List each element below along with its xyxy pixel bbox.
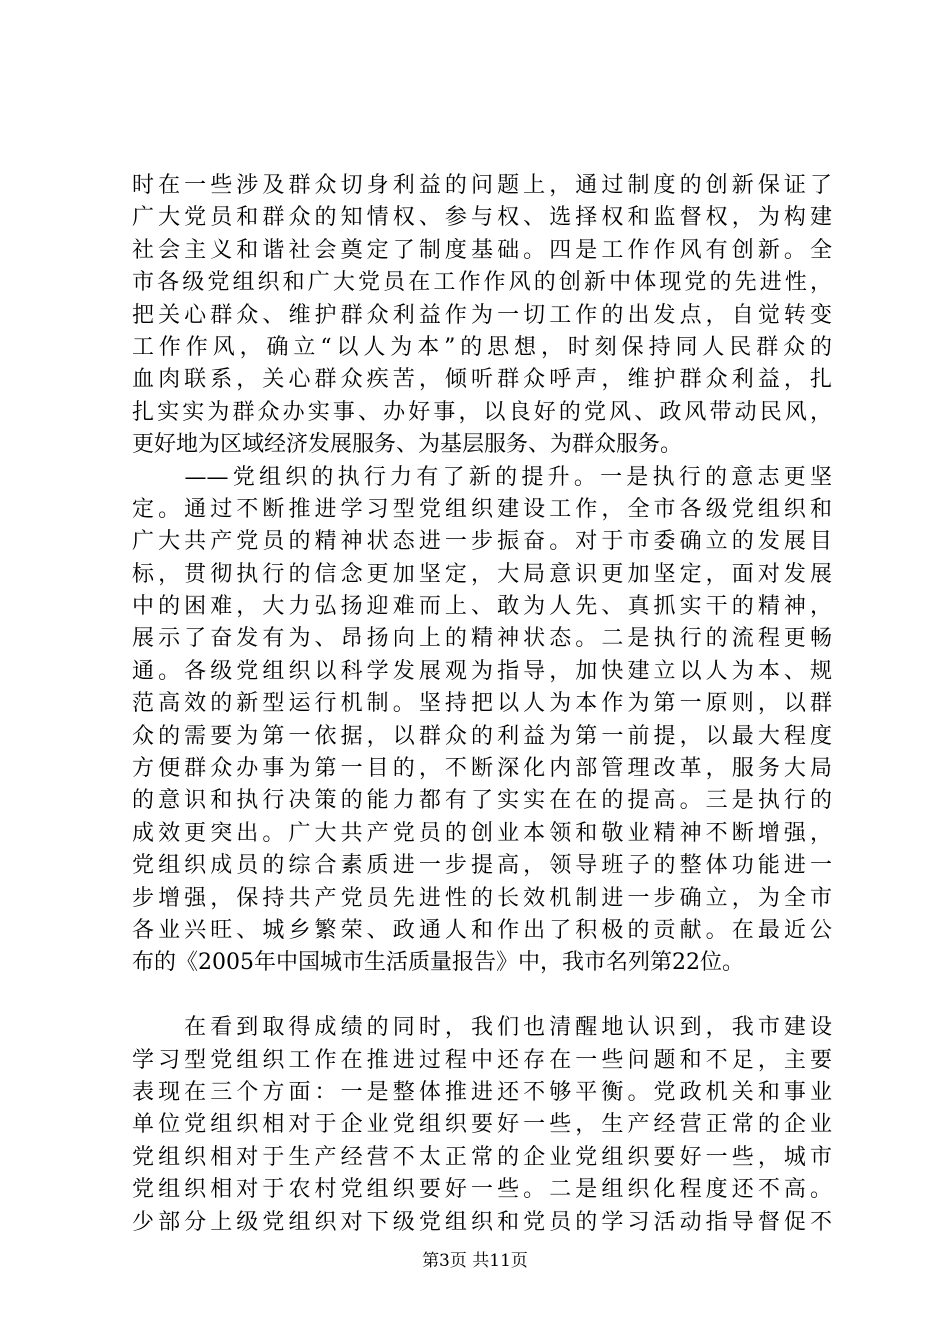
text-line: 中的困难，大力弘扬迎难而上、敢为人先、真抓实干的精神， <box>132 594 832 620</box>
text-line: 方便群众办事为第一目的，不断深化内部管理改革，服务大局 <box>132 756 832 782</box>
text-line: 范高效的新型运行机制。坚持把以人为本作为第一原则，以群 <box>132 691 832 717</box>
text-line: 布的《2005年中国城市生活质量报告》中，我市名列第22位。 <box>132 950 744 976</box>
text-line: 把关心群众、维护群众利益作为一切工作的出发点，自觉转变 <box>132 302 832 328</box>
text-line: 党组织成员的综合素质进一步提高，领导班子的整体功能进一 <box>132 853 832 879</box>
text-line: 党组织相对于生产经营不太正常的企业党组织要好一些，城市 <box>132 1144 832 1170</box>
text-line: 少部分上级党组织对下级党组织和党员的学习活动指导督促不 <box>132 1209 832 1235</box>
page-footer <box>0 1246 950 1271</box>
text-line: 学习型党组织工作在推进过程中还存在一些问题和不足，主要 <box>132 1047 832 1073</box>
paragraph-spacer <box>132 980 832 1012</box>
text-line: 众的需要为第一依据，以群众的利益为第一前提，以最大程度 <box>132 723 832 749</box>
text-line: 广大党员和群众的知情权、参与权、选择权和监督权，为构建 <box>132 205 832 231</box>
text-line: 成效更突出。广大共产党员的创业本领和敬业精神不断增强， <box>132 820 832 846</box>
text-line: 单位党组织相对于企业党组织要好一些，生产经营正常的企业 <box>132 1112 832 1138</box>
page-number: 第3页 共11页 <box>422 1251 528 1271</box>
text-line: 党组织相对于农村党组织要好一些。二是组织化程度还不高。 <box>132 1177 832 1203</box>
text-line: 社会主义和谐社会奠定了制度基础。四是工作作风有创新。全 <box>132 237 832 263</box>
text-line: 标，贯彻执行的信念更加坚定，大局意识更加坚定，面对发展 <box>132 561 832 587</box>
text-line: 在看到取得成绩的同时，我们也清醒地认识到，我市建设 <box>132 1015 832 1041</box>
text-line: 展示了奋发有为、昂扬向上的精神状态。二是执行的流程更畅 <box>132 626 832 652</box>
text-line: 更好地为区域经济发展服务、为基层服务、为群众服务。 <box>132 432 683 458</box>
text-line: 的意识和执行决策的能力都有了实实在在的提高。三是执行的 <box>132 788 832 814</box>
document-body <box>132 170 832 1239</box>
text-line: 定。通过不断推进学习型党组织建设工作，全市各级党组织和 <box>132 496 832 522</box>
paragraph-2 <box>132 462 832 980</box>
text-line: 血肉联系，关心群众疾苦，倾听群众呼声，维护群众利益，扎 <box>132 367 832 393</box>
paragraph-1 <box>132 170 832 462</box>
text-line: 通。各级党组织以科学发展观为指导，加快建立以人为本、规 <box>132 658 832 684</box>
text-line: 步增强，保持共产党员先进性的长效机制进一步确立，为全市 <box>132 885 832 911</box>
text-line: ——党组织的执行力有了新的提升。一是执行的意志更坚 <box>132 464 832 490</box>
text-line: 表现在三个方面：一是整体推进还不够平衡。党政机关和事业 <box>132 1079 832 1105</box>
text-line: 各业兴旺、城乡繁荣、政通人和作出了积极的贡献。在最近公 <box>132 917 832 943</box>
text-line: 工作作风，确立“以人为本”的思想，时刻保持同人民群众的 <box>132 334 832 360</box>
text-line: 时在一些涉及群众切身利益的问题上，通过制度的创新保证了 <box>132 173 832 198</box>
paragraph-3 <box>132 1012 832 1239</box>
text-line: 扎实实为群众办实事、办好事，以良好的党风、政风带动民风， <box>132 399 832 425</box>
text-line: 市各级党组织和广大党员在工作作风的创新中体现党的先进性， <box>132 270 832 296</box>
text-line: 广大共产党员的精神状态进一步振奋。对于市委确立的发展目 <box>132 529 832 555</box>
